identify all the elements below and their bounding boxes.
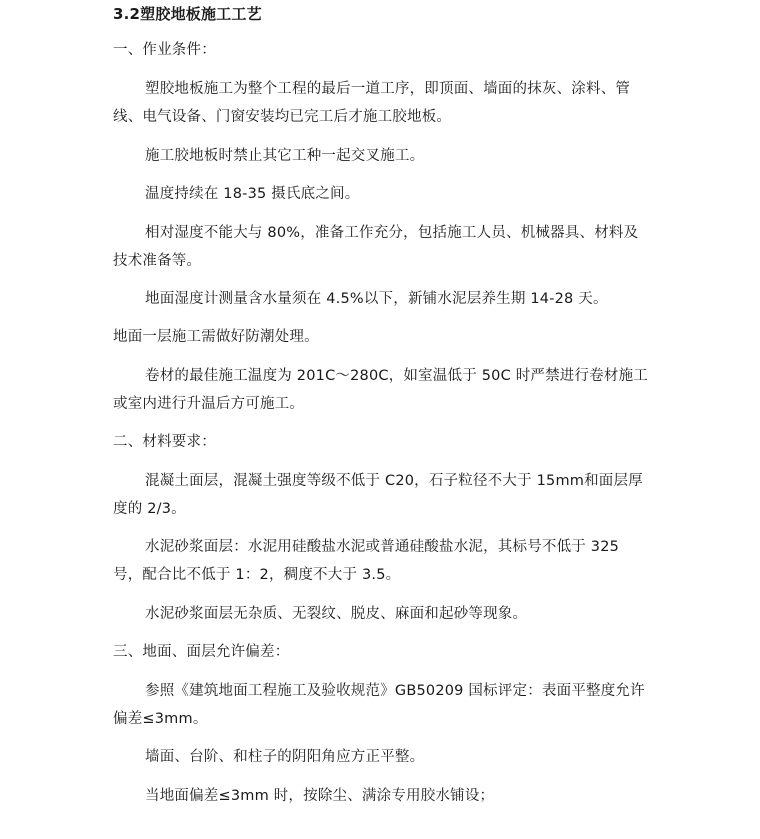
- paragraph-line: 当地面偏差≤3mm 时，按除尘、满涂专用胶水铺设；: [145, 788, 495, 804]
- paragraph-line: 地面一层施工需做好防潮处理。: [113, 329, 319, 345]
- paragraph-line: 水泥砂浆面层：水泥用硅酸盐水泥或普通硅酸盐水泥，其标号不低于 325: [145, 539, 620, 555]
- subsection-heading-tolerance: 三、地面、面层允许偏差：: [113, 644, 290, 660]
- paragraph-line: 相对湿度不能大与 80%，准备工作充分，包括施工人员、机械器具、材料及: [145, 225, 639, 241]
- paragraph-line: 卷材的最佳施工温度为 201C～280C，如室温低于 50C 时严禁进行卷材施工: [145, 368, 649, 384]
- paragraph-line: 线、电气设备、门窗安装均已完工后才施工胶地板。: [113, 109, 452, 125]
- subsection-heading-conditions: 一、作业条件：: [113, 42, 216, 58]
- paragraph-line: 混凝土面层，混凝土强度等级不低于 C20，石子粒径不大于 15mm和面层厚: [145, 473, 643, 489]
- paragraph-line: 墙面、台阶、和柱子的阴阳角应方正平整。: [145, 749, 425, 765]
- paragraph-line: 地面湿度计测量含水量须在 4.5%以下，新铺水泥层养生期 14-28 天。: [145, 291, 608, 307]
- paragraph-line: 号，配合比不低于 1：2，稠度不大于 3.5。: [113, 567, 401, 583]
- paragraph-line: 参照《建筑地面工程施工及验收规范》GB50209 国标评定：表面平整度允许: [145, 683, 645, 699]
- paragraph-line: 偏差≤3mm。: [113, 711, 208, 727]
- paragraph-line: 施工胶地板时禁止其它工种一起交叉施工。: [145, 148, 425, 164]
- section-title: 3.2塑胶地板施工工艺: [113, 5, 262, 23]
- subsection-heading-materials: 二、材料要求：: [113, 434, 216, 450]
- paragraph-line: 或室内进行升温后方可施工。: [113, 396, 305, 412]
- paragraph-line: 塑胶地板施工为整个工程的最后一道工序，即顶面、墙面的抹灰、涂料、管: [145, 81, 631, 97]
- paragraph-line: 温度持续在 18-35 摄氏底之间。: [145, 186, 360, 202]
- paragraph-line: 水泥砂浆面层无杂质、无裂纹、脱皮、麻面和起砂等现象。: [145, 606, 528, 622]
- paragraph-line: 度的 2/3。: [113, 501, 186, 517]
- paragraph-line: 技术准备等。: [113, 253, 202, 269]
